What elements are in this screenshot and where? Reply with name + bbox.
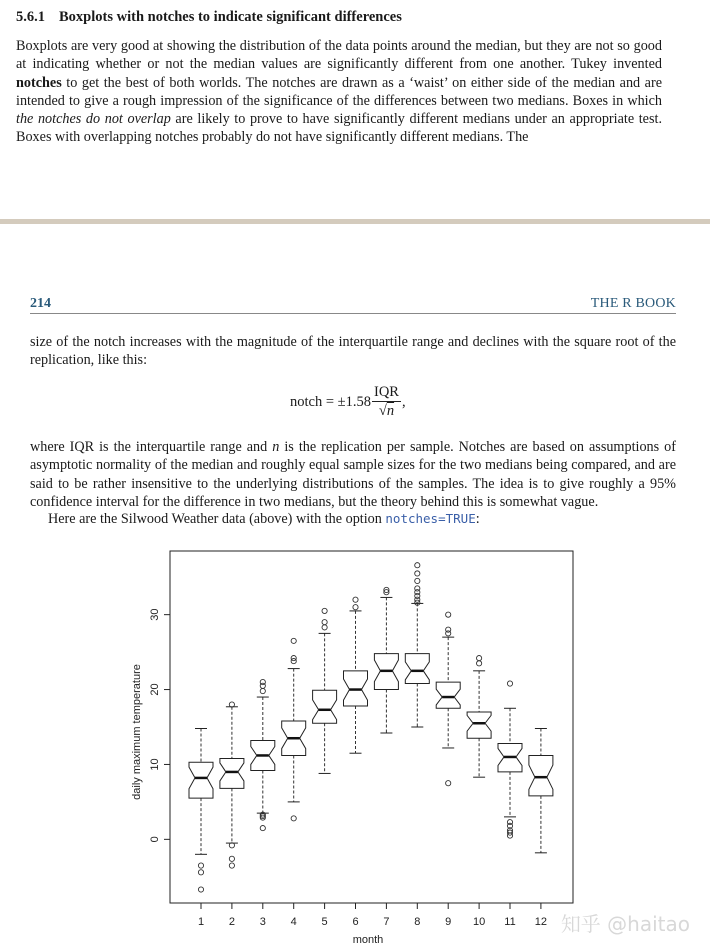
para1-text-c: are likely to prove to have significantly different medians under an appropriate test. Boxes with overlapping notches probably do not have significantly different medians. The <box>16 111 662 146</box>
y-tick-label: 20 <box>149 683 161 696</box>
x-tick-label: 2 <box>228 916 235 928</box>
outlier-point <box>322 608 327 613</box>
notched-box <box>313 690 337 723</box>
boxplot-series <box>189 563 553 892</box>
notch-formula <box>290 384 406 421</box>
para3-text-a: where IQR is the interquartile range and <box>30 439 273 455</box>
outlier-point <box>353 605 358 610</box>
notched-box <box>436 682 460 708</box>
box-month-7 <box>374 587 398 733</box>
x-tick-label: 5 <box>321 916 328 928</box>
outlier-point <box>507 681 512 686</box>
notched-box <box>467 712 491 738</box>
outlier-point <box>260 688 265 693</box>
para1-bold-notches: notches <box>16 74 62 91</box>
box-month-6 <box>344 597 368 753</box>
formula-tail: , <box>401 393 406 410</box>
para3-text-b: is the replication per sample. Notches are based on assumptions of asymptotic normality of the median and roughly equal sample sizes for the two medians being compared, and are said to be rather insensitive to the underlying distributions of the samples. The idea is to give roughly a 95% confidence interval for the difference in two medians, but the theory behind this is somewhat vague. <box>30 439 676 510</box>
formula-lhs: notch = ±1.58 <box>290 393 371 410</box>
outlier-point <box>322 625 327 630</box>
section-number: 5.6.1 <box>16 9 45 25</box>
watermark-text: 知乎 @haitao <box>560 912 690 936</box>
box-month-2 <box>220 702 244 868</box>
outlier-point <box>198 870 203 875</box>
section-heading <box>16 9 402 26</box>
box-month-11 <box>498 681 522 838</box>
code-notches-true: notches=TRUE <box>385 511 476 526</box>
x-tick-label: 1 <box>197 916 205 928</box>
outlier-point <box>229 856 234 861</box>
outlier-point <box>415 586 420 591</box>
outlier-point <box>353 597 358 602</box>
x-tick-label: 10 <box>472 916 486 928</box>
page-break-divider <box>0 219 710 224</box>
notched-boxplot-chart <box>0 540 710 952</box>
outlier-point <box>291 816 296 821</box>
para1-text-b: to get the best of both worlds. The notches are drawn as a ‘waist’ on either side of the median and are intended to give a rough impression of the significance of the differences between two medians. Boxes in which <box>16 74 662 109</box>
section-title: Boxplots with notches to indicate significant differences <box>59 9 402 25</box>
paragraph-silwood-intro <box>48 511 480 528</box>
outlier-point <box>198 863 203 868</box>
page-number: 214 <box>30 296 51 311</box>
box-month-5 <box>313 608 337 773</box>
formula-numerator: IQR <box>373 384 399 400</box>
box-month-3 <box>251 679 275 830</box>
y-tick-label: 10 <box>149 758 161 771</box>
outlier-point <box>198 887 203 892</box>
sqrt-symbol: √ <box>378 403 387 419</box>
box-month-4 <box>282 638 306 821</box>
paragraph-notch-size: size of the notch increases with the magnitude of the interquartile range and declines with the square root of the replication, like this: <box>30 334 676 369</box>
x-tick-label: 9 <box>445 916 452 928</box>
x-tick-label: 11 <box>504 916 516 928</box>
outlier-point <box>477 661 482 666</box>
plot-frame <box>170 551 573 903</box>
notched-box <box>405 654 429 684</box>
y-axis-label: daily maximum temperature <box>131 664 143 800</box>
x-tick-label: 12 <box>534 916 548 928</box>
x-axis <box>198 903 547 928</box>
notched-box <box>220 758 244 788</box>
x-axis-label: month <box>352 934 384 946</box>
outlier-point <box>415 571 420 576</box>
formula-fraction <box>372 384 401 421</box>
outlier-point <box>260 679 265 684</box>
box-month-12 <box>529 728 553 852</box>
para4-text-a: Here are the Silwood Weather data (above) with the option <box>48 511 386 527</box>
paragraph-iqr-explanation <box>30 438 676 511</box>
notched-box <box>189 762 213 798</box>
box-month-9 <box>436 612 460 786</box>
outlier-point <box>446 781 451 786</box>
formula-denominator <box>372 402 401 421</box>
paragraph-notches-intro <box>16 37 662 147</box>
para3-italic-n: n <box>272 439 280 455</box>
box-month-1 <box>189 728 213 892</box>
running-head-rule <box>30 313 676 314</box>
x-tick-label: 7 <box>383 916 390 928</box>
box-month-8 <box>405 563 429 727</box>
outlier-point <box>291 638 296 643</box>
x-tick-label: 8 <box>414 916 421 928</box>
outlier-point <box>415 563 420 568</box>
para4-text-b: : <box>475 511 480 527</box>
outlier-point <box>446 627 451 632</box>
formula-n: n <box>386 403 395 419</box>
outlier-point <box>260 826 265 831</box>
para1-text-a: Boxplots are very good at showing the distribution of the data points around the median, but they are not so good at indicating whether or not the median values are significantly different from one another. Tukey invented <box>16 38 662 73</box>
y-tick-label: 0 <box>149 836 161 843</box>
y-tick-label: 30 <box>149 608 161 621</box>
y-axis <box>149 609 170 843</box>
x-tick-label: 4 <box>290 916 297 928</box>
outlier-point <box>446 612 451 617</box>
running-title: THE R BOOK <box>590 296 676 311</box>
x-tick-label: 6 <box>352 916 359 928</box>
para1-italic: the notches do not overlap <box>16 111 171 128</box>
box-month-10 <box>467 655 491 777</box>
outlier-point <box>415 578 420 583</box>
outlier-point <box>477 655 482 660</box>
outlier-point <box>322 620 327 625</box>
x-tick-label: 3 <box>259 916 266 928</box>
outlier-point <box>229 863 234 868</box>
notched-box <box>529 755 553 795</box>
